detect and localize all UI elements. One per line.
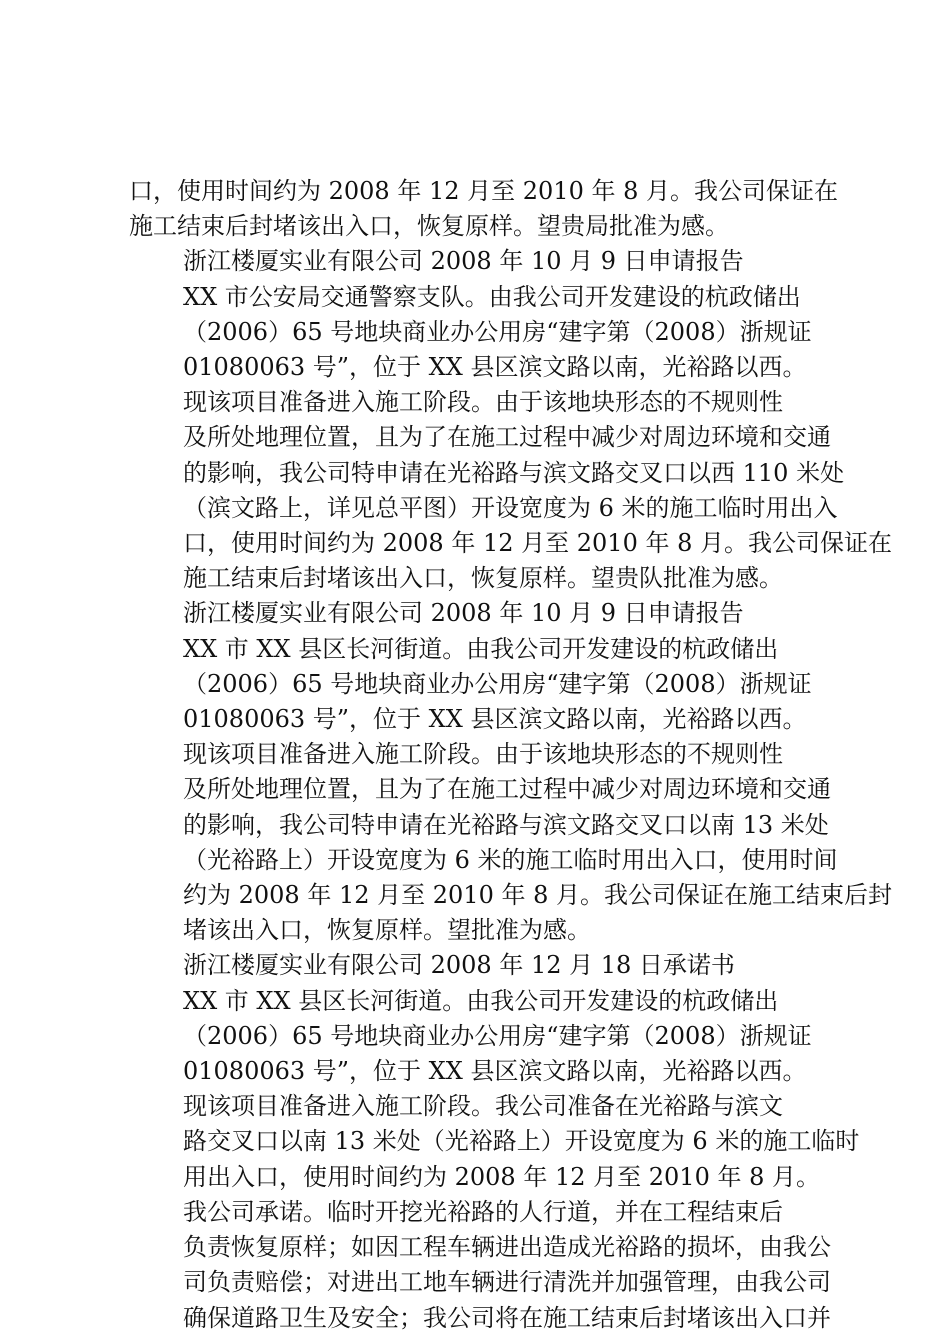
text-line: XX 市 XX 县区长河街道。由我公司开发建设的杭政储出 [183, 986, 779, 1015]
body-paragraph [129, 1089, 860, 1195]
text-line: 口，使用时间约为 2008 年 12 月至 2010 年 8 月。我公司保证在 [183, 529, 892, 558]
body-paragraph [129, 1195, 832, 1336]
text-line: 现该项目准备进入施工阶段。由于该地块形态的不规则性 [183, 388, 783, 417]
text-line: 现该项目准备进入施工阶段。我公司准备在光裕路与滨文 [183, 1092, 783, 1121]
text-line: 01080063 号”，位于 XX 县区滨文路以南，光裕路以西。 [183, 1057, 807, 1086]
body-paragraph [129, 385, 892, 596]
text-line: XX 市 XX 县区长河街道。由我公司开发建设的杭政储出 [183, 634, 779, 663]
text-line: 约为 2008 年 12 月至 2010 年 8 月。我公司保证在施工结束后封 [183, 881, 892, 910]
text-line: （光裕路上）开设宽度为 6 米的施工临时用出入口，使用时间 [183, 845, 838, 874]
text-line: （滨文路上，详见总平图）开设宽度为 6 米的施工临时用出入 [183, 493, 838, 522]
signature-line [129, 244, 832, 279]
text-line: 的影响，我公司特申请在光裕路与滨文路交叉口以南 13 米处 [183, 810, 829, 839]
text-line: 施工结束后封堵该出入口，恢复原样。望贵队批准为感。 [183, 564, 783, 593]
text-line: 01080063 号”，位于 XX 县区滨文路以南，光裕路以西。 [183, 353, 807, 382]
text-line: （2006）65 号地块商业办公用房“建字第（2008）浙规证 [183, 1021, 812, 1050]
text-line: 确保道路卫生及安全；我公司将在施工结束后封堵该出入口并 [183, 1303, 831, 1332]
text-line: 现该项目准备进入施工阶段。由于该地块形态的不规则性 [183, 740, 783, 769]
text-line: 的影响，我公司特申请在光裕路与滨文路交叉口以西 110 米处 [183, 458, 845, 487]
text-line: 01080063 号”，位于 XX 县区滨文路以南，光裕路以西。 [183, 705, 807, 734]
body-paragraph [129, 280, 832, 386]
text-line: 施工结束后封堵该出入口，恢复原样。望贵局批准为感。 [129, 212, 729, 241]
signature-line [129, 948, 832, 983]
body-paragraph [129, 632, 832, 738]
text-line: 堵该出入口，恢复原样。望批准为感。 [183, 916, 591, 945]
text-line: 及所处地理位置，且为了在施工过程中减少对周边环境和交通 [183, 775, 831, 804]
text-line: 口，使用时间约为 2008 年 12 月至 2010 年 8 月。我公司保证在 [129, 177, 838, 205]
text-line: 及所处地理位置，且为了在施工过程中减少对周边环境和交通 [183, 423, 831, 452]
text-line: 浙江楼厦实业有限公司 2008 年 10 月 9 日申请报告 [183, 247, 744, 276]
text-line: （2006）65 号地块商业办公用房“建字第（2008）浙规证 [183, 317, 812, 346]
text-line: （2006）65 号地块商业办公用房“建字第（2008）浙规证 [183, 669, 812, 698]
text-line: 浙江楼厦实业有限公司 2008 年 12 月 18 日承诺书 [183, 951, 735, 980]
text-line: 司负责赔偿；对进出工地车辆进行清洗并加强管理，由我公司 [183, 1268, 831, 1297]
text-line: 浙江楼厦实业有限公司 2008 年 10 月 9 日申请报告 [183, 599, 744, 628]
body-paragraph [129, 984, 832, 1090]
signature-line [129, 596, 832, 631]
document-body [129, 174, 892, 1336]
text-line: 用出入口，使用时间约为 2008 年 12 月至 2010 年 8 月。 [183, 1162, 820, 1191]
body-paragraph [129, 737, 892, 948]
document-content [129, 174, 892, 1336]
text-line: 我公司承诺。临时开挖光裕路的人行道，并在工程结束后 [183, 1197, 783, 1226]
text-line: 负责恢复原样；如因工程车辆进出造成光裕路的损坏，由我公 [183, 1233, 831, 1262]
text-line: 路交叉口以南 13 米处（光裕路上）开设宽度为 6 米的施工临时 [183, 1127, 860, 1156]
text-line: XX 市公安局交通警察支队。由我公司开发建设的杭政储出 [183, 282, 801, 311]
body-paragraph [129, 174, 838, 244]
